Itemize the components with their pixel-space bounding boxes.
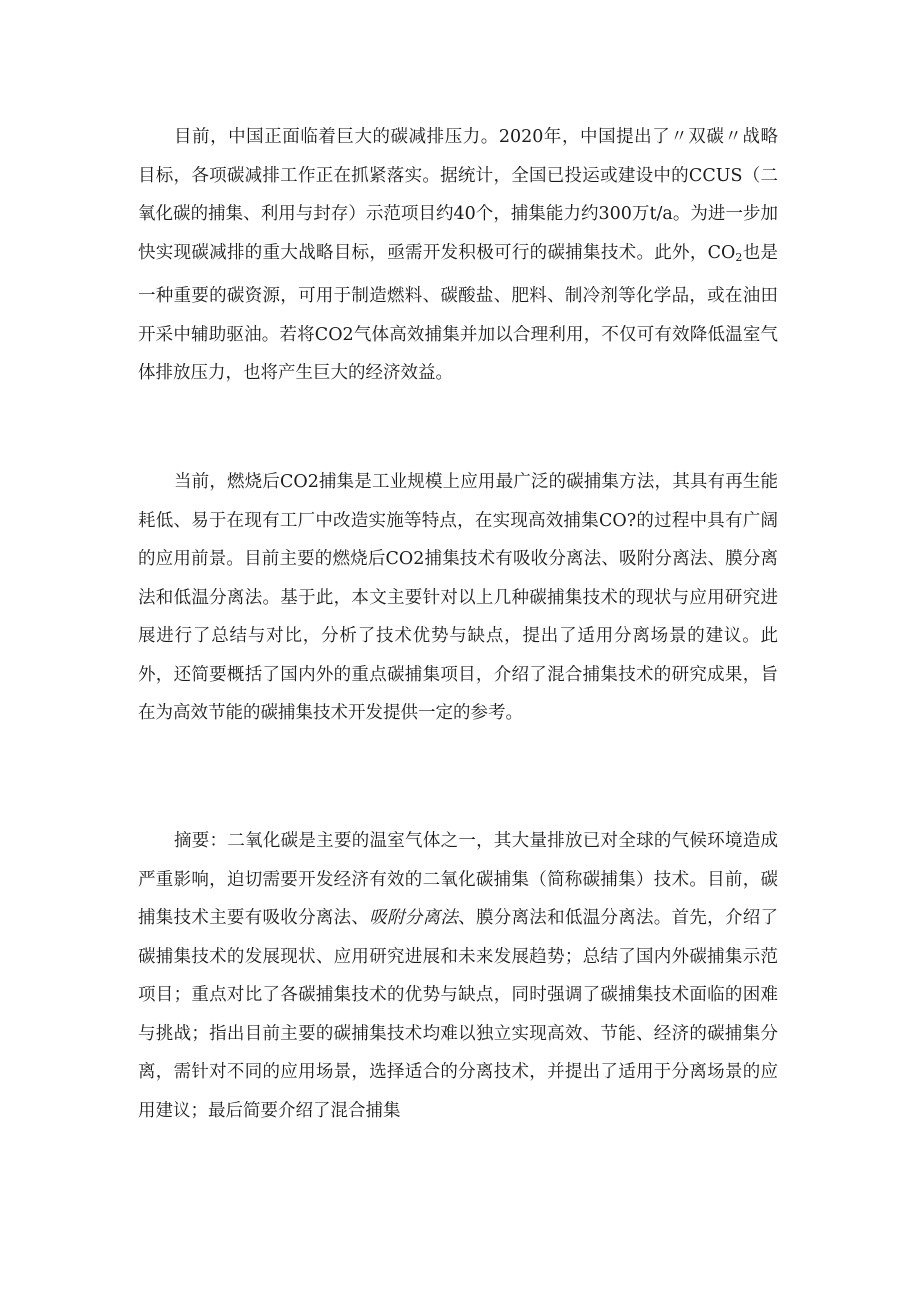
paragraph-overview [138,463,778,733]
paragraph-background-text-b: 也是一种重要的碳资源，可用于制造燃料、碳酸盐、肥料、制冷剂等化学品，或在油田开采中辅助驱油。若将CO2气体高效捕集并加以合理利用，不仅可有效降低温室气体排放压力，也将产生巨大的经济效益。 [138,242,779,383]
co2-subscript: 2 [735,250,743,264]
paragraph-background [138,118,778,393]
paragraph-overview-text: 当前，燃烧后CO2捕集是工业规模上应用最广泛的碳捕集方法，其具有再生能耗低、易于在现有工厂中改造实施等特点，在实现高效捕集CO?的过程中具有广阔的应用前景。目前主要的燃烧后CO2捕集技术有吸收分离法、吸附分离法、膜分离法和低温分离法。基于此，本文主要针对以上几种碳捕集技术的现状与应用研究进展进行了总结与对比，分析了技术优势与缺点，提出了适用分离场景的建议。此外，还简要概括了国内外的重点碳捕集项目，介绍了混合捕集技术的研究成果，旨在为高效节能的碳捕集技术开发提供一定的参考。 [138,472,778,723]
paragraph-abstract [138,822,778,1130]
paragraph-abstract-text-a: 摘要：二氧化碳是主要的温室气体之一，其大量排放已对全球的气候环境造成严重影响，迫切需要开发经济有效的二氧化碳捕集（简称碳捕集）技术。目前，碳捕集技术主要有吸收分离法、 [138,831,778,928]
paragraph-abstract-text-b: 、膜分离法和低温分离法。首先，介绍了碳捕集技术的发展现状、应用研究进展和未来发展趋势；总结了国内外碳捕集示范项目；重点对比了各碳捕集技术的优势与缺点，同时强调了碳捕集技术面临的困难与挑战；指出目前主要的碳捕集技术均难以独立实现高效、节能、经济的碳捕集分离，需针对不同的应用场景，选择适合的分离技术，并提出了适用于分离场景的应用建议；最后简要介绍了混合捕集 [138,908,779,1121]
paragraph-background-text-a: 目前，中国正面临着巨大的碳减排压力。2020年，中国提出了〃双碳〃战略目标，各项碳减排工作正在抓紧落实。据统计，全国已投运或建设中的CCUS（二氧化碳的捕集、利用与封存）示范项目约40个，捕集能力约300万t/a。为进一步加快实现碳减排的重大战略目标，亟需开发积极可行的碳捕集技术。此外，CO [138,127,778,263]
italic-term: 吸附分离法 [369,908,459,928]
